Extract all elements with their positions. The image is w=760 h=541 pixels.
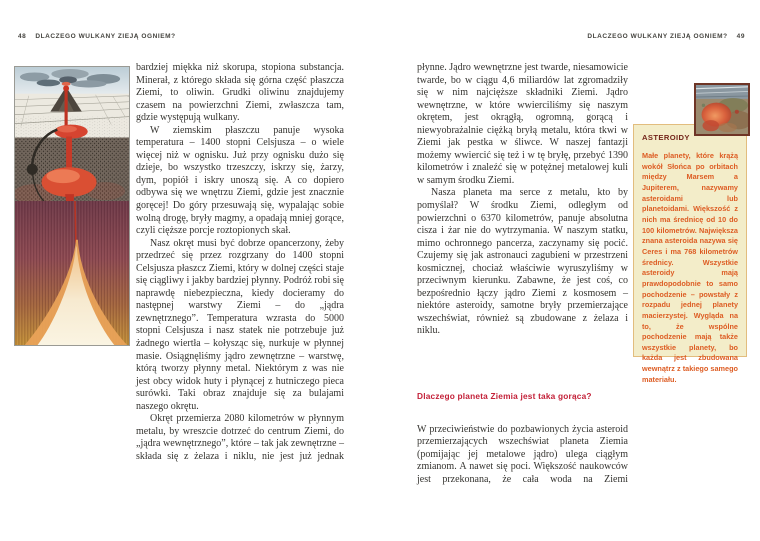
right-text-column xyxy=(417,62,628,486)
sidebar-title: ASTEROIDY xyxy=(642,133,690,142)
left-page-running-head xyxy=(18,33,176,40)
asteroid-image xyxy=(694,83,750,136)
magma-conduit-middle xyxy=(66,137,72,173)
section-heading: Dlaczego planeta Ziemia jest taka gorąca? xyxy=(417,391,592,402)
right-running-title: DLACZEGO WULKANY ZIEJĄ OGNIEM? xyxy=(587,33,728,40)
left-running-title: DLACZEGO WULKANY ZIEJĄ OGNIEM? xyxy=(35,33,176,40)
right-page-running-head xyxy=(587,33,745,40)
volcano-illustration xyxy=(14,66,130,346)
paragraph: Nasz okręt musi być dobrze opancerzony, żeby przedrzeć się przez rozgrzany do 1400 stopni Celsjusza płaszcz Ziemi, który w dolnej części staje się ciągliwy i jakby bardziej płynny. Podróż robi się naprawdę niebezpieczna, kiedy docieramy do następnej warstwy Ziemi – do „jądra zewnętrznego”. Temperatura wzrasta do 5000 stopni Celsjusza i nasz statek nie potrzebuje już żadnego wiertła – kołysząc się, nurkuje w płynnej masie. Osiągnęliśmy jądro zewnętrzne – warstwę, którą tworzy płynny metal. Niektórym z was nie jest obcy widok huty i płynącej z hutniczego pieca surówki. Taki obraz znajduje się za bulajami naszego okrętu. xyxy=(136,237,344,412)
volcano-illustration-drawing xyxy=(15,67,129,345)
paragraph: Okręt przemierza 2080 kilometrów w płynnym metalu, by wreszcie dotrzeć do centrum Ziemi, do „jądra wewnętrznego”, które – tak jak zewnętrzne – składa się z żelaza i niklu, nie jest już jednak xyxy=(136,413,344,462)
left-page-number: 48 xyxy=(18,33,27,40)
asteroids-sidebar xyxy=(633,124,747,384)
right-page-number: 49 xyxy=(736,33,745,40)
left-text-column xyxy=(136,62,344,464)
paragraph: płynne. Jądro wewnętrzne jest twarde, niesamowicie twarde, bo w ciągu 4,6 miliardów lat zgromadziły się w nim najcięższe składniki Ziemi. Jądro wewnętrzne, w które wwierciliśmy się naszym okrętem, jest okrągłą, ogromną, gorącą i niewyobrażalnie ciężką bryłą metalu, która tkwi w Ziemi jak pestka w śliwce. W naszej fantazji możemy wwiercić się też i w tę bryłę, przebyć 1390 kilometrów i znaleźć się w potężnej metalowej kuli w samym środku Ziemi. xyxy=(417,62,628,186)
paragraph: W przeciwieństwie do pozbawionych życia asteroid przemierzających wszechświat planeta Ziemia (pomijając jej metalowe jądro) ulega ciągłym zmianom. A nawet się poci. Większość naukowców jest przekonana, że cała woda na Ziemi xyxy=(417,423,628,485)
paragraph: W ziemskim płaszczu panuje wysoka temperatura – 1400 stopni Celsjusza – o wiele więcej niż w ognisku. Już przy ognisku dużo się dzieje, bo wszystko trzeszczy, iskrzy się, żarzy, dym, popiół i iskry unoszą się. A co dopiero odbywa się we wnętrzu Ziemi, gdzie jest znacznie goręcej! Do góry przesuwają się, wypalając sobie wolną drogę, bryły magmy, a opadają mniej gorące, czyli cięższe porcje roztopionych skał. xyxy=(136,124,344,237)
sidebar-body: Małe planety, które krążą wokół Słońca po orbitach między Marsem a Jupiterem, nazywamy asteroidami lub planetoidami. Większość z nich ma średnicę od 10 do 100 kilometrów. Największa znana asteroida nazywa się Ceres i ma 768 kilometrów średnicy. Wszystkie asteroidy mają prawdopodobnie to samo pochodzenie – powstały z rozpadu jednej planety macierzystej. Wygląda na to, że wspólne pochodzenie mają także wszystkie planety, bo każda jest zbudowana wewnątrz z takiego samego materiału. xyxy=(642,151,738,384)
asteroid-image-drawing xyxy=(696,85,748,134)
paragraph: Nasza planeta ma serce z metalu, kto by pomyślał? W środku Ziemi, odległym od powierzchni o 6370 kilometrów, panuje absolutna cisza i żar nie do wytrzymania. W naszym statku, mimo ochronnego pancerza, zaczynamy się pocić. Czujemy się jak astronauci zagubieni w przestrzeni kosmicznej, chociaż właściwie wyruszyliśmy w przeciwnym kierunku. Zabawne, że jest coś, co bezpośrednio łączy jądro Ziemi z kosmosem – niektóre asteroidy, samotne bryły przemierzające wszechświat, również są zbudowane z żelaza i niklu. xyxy=(417,187,628,337)
paragraph: bardziej miękka niż skorupa, stopiona substancja. Minerał, z którego składa się górna część płaszcza Ziemi, to oliwin. Grudki oliwinu znajdujemy czasem na powierzchni Ziemi, zwłaszcza tam, gdzie występują wulkany. xyxy=(136,62,344,124)
